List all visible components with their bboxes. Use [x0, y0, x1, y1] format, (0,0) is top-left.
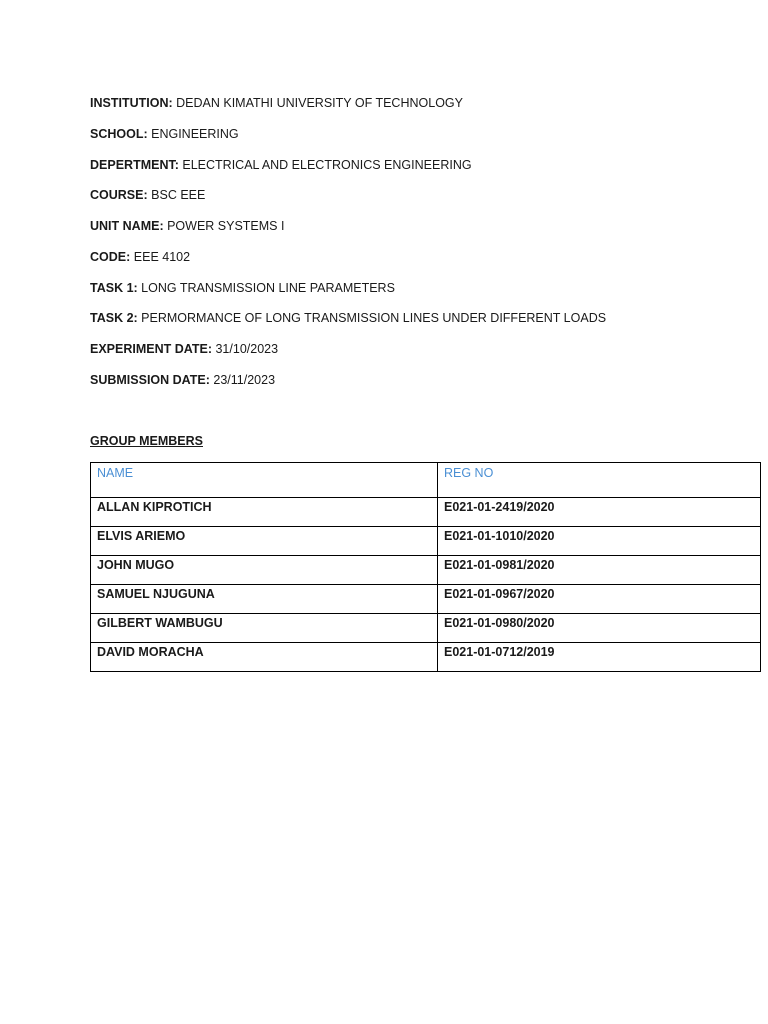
member-name: ELVIS ARIEMO: [91, 527, 438, 556]
member-reg-no: E021-01-0967/2020: [438, 585, 761, 614]
table-row: [91, 498, 761, 527]
column-header-name: NAME: [91, 463, 438, 498]
member-reg-no: E021-01-0980/2020: [438, 614, 761, 643]
field-value: 31/10/2023: [215, 342, 279, 356]
field-label: CODE:: [90, 250, 131, 264]
field-experiment-date: [90, 341, 278, 357]
table-row: [91, 643, 761, 672]
field-value: BSC EEE: [151, 188, 206, 202]
field-label: SUBMISSION DATE:: [90, 373, 210, 387]
field-label: TASK 2:: [90, 311, 138, 325]
group-members-title: GROUP MEMBERS: [90, 434, 203, 448]
field-department: [90, 157, 472, 173]
field-submission-date: [90, 372, 275, 388]
field-school: [90, 126, 239, 142]
field-label: EXPERIMENT DATE:: [90, 342, 212, 356]
field-value: LONG TRANSMISSION LINE PARAMETERS: [141, 281, 395, 295]
table-row: [91, 527, 761, 556]
field-value: ENGINEERING: [151, 127, 239, 141]
member-reg-no: E021-01-2419/2020: [438, 498, 761, 527]
field-value: DEDAN KIMATHI UNIVERSITY OF TECHNOLOGY: [176, 96, 463, 110]
member-reg-no: E021-01-0712/2019: [438, 643, 761, 672]
table-header-row: [91, 463, 761, 498]
field-value: POWER SYSTEMS I: [167, 219, 285, 233]
field-institution: [90, 95, 463, 111]
member-name: ALLAN KIPROTICH: [91, 498, 438, 527]
group-members-table: [90, 462, 761, 672]
field-value: PERMORMANCE OF LONG TRANSMISSION LINES UNDER DIFFERENT LOADS: [141, 311, 607, 325]
field-label: UNIT NAME:: [90, 219, 164, 233]
member-name: JOHN MUGO: [91, 556, 438, 585]
field-label: DEPERTMENT:: [90, 158, 179, 172]
member-name: DAVID MORACHA: [91, 643, 438, 672]
table-row: [91, 585, 761, 614]
field-value: 23/11/2023: [213, 373, 276, 387]
field-task-1: [90, 280, 395, 296]
table-row: [91, 556, 761, 585]
field-value: ELECTRICAL AND ELECTRONICS ENGINEERING: [182, 158, 472, 172]
column-header-reg-no: REG NO: [438, 463, 761, 498]
member-reg-no: E021-01-1010/2020: [438, 527, 761, 556]
field-label: COURSE:: [90, 188, 148, 202]
field-unit-name: [90, 218, 284, 234]
member-reg-no: E021-01-0981/2020: [438, 556, 761, 585]
field-course: [90, 187, 205, 203]
field-task-2: [90, 310, 606, 326]
member-name: GILBERT WAMBUGU: [91, 614, 438, 643]
field-label: INSTITUTION:: [90, 96, 173, 110]
field-code: [90, 249, 190, 265]
field-value: EEE 4102: [133, 250, 191, 264]
field-label: SCHOOL:: [90, 127, 148, 141]
member-name: SAMUEL NJUGUNA: [91, 585, 438, 614]
field-label: TASK 1:: [90, 281, 138, 295]
table-row: [91, 614, 761, 643]
